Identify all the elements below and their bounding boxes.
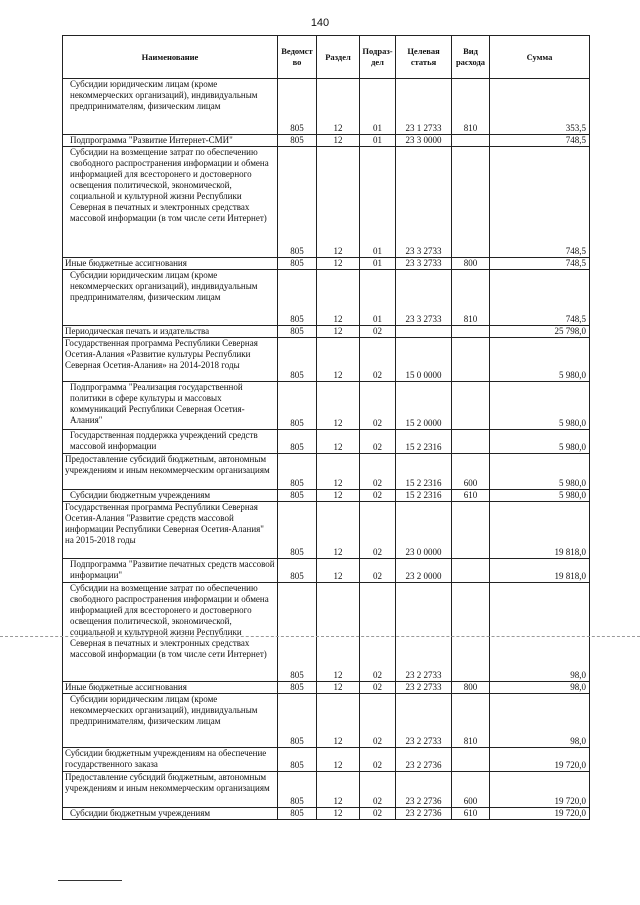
- row-amount: 98,0: [490, 694, 590, 748]
- header-name: Наименование: [63, 36, 278, 79]
- row-department: 805: [278, 258, 317, 270]
- row-department: 805: [278, 772, 317, 808]
- row-target-article: 23 3 2733: [396, 258, 452, 270]
- row-amount: 353,5: [490, 79, 590, 135]
- row-expense-type: 600: [452, 772, 490, 808]
- row-expense-type: 600: [452, 454, 490, 490]
- row-subsection: 01: [360, 258, 396, 270]
- row-name: Субсидии на возмещение затрат по обеспечению свободного распространения информации и обмена информацией для всесторонего и достоверного освещения политической, экономической, социальной и культурной жизни Республики Северная в печатных и электронных средствах массовой информации (в том числе сети Интернет): [63, 147, 278, 258]
- row-expense-type: [452, 147, 490, 258]
- row-department: 805: [278, 808, 317, 820]
- row-name: Субсидии юридическим лицам (кроме некоммерческих организаций), индивидуальным предпринимателям, физическим лицам: [63, 270, 278, 326]
- row-department: 805: [278, 748, 317, 772]
- scan-artifact-line: [0, 636, 640, 637]
- row-expense-type: [452, 135, 490, 147]
- table-row: [63, 772, 590, 808]
- row-department: 805: [278, 583, 317, 682]
- row-name: Субсидии бюджетным учреждениям на обеспечение государственного заказа: [63, 748, 278, 772]
- row-amount: 98,0: [490, 583, 590, 682]
- table-row: [63, 430, 590, 454]
- row-subsection: 02: [360, 748, 396, 772]
- row-expense-type: 800: [452, 682, 490, 694]
- row-section: 12: [317, 338, 360, 382]
- header-section: Раздел: [317, 36, 360, 79]
- table-row: [63, 326, 590, 338]
- table-row: [63, 748, 590, 772]
- row-subsection: 02: [360, 559, 396, 583]
- row-section: 12: [317, 382, 360, 430]
- row-department: 805: [278, 270, 317, 326]
- row-target-article: 23 2 2733: [396, 694, 452, 748]
- row-amount: 19 720,0: [490, 748, 590, 772]
- row-name: Подпрограмма "Развитие Интернет-СМИ": [63, 135, 278, 147]
- row-section: 12: [317, 135, 360, 147]
- row-section: 12: [317, 79, 360, 135]
- row-amount: 748,5: [490, 270, 590, 326]
- footnote-rule: [58, 880, 122, 881]
- table-row: [63, 258, 590, 270]
- table-header: [63, 36, 590, 79]
- row-subsection: 02: [360, 490, 396, 502]
- row-department: 805: [278, 135, 317, 147]
- row-subsection: 02: [360, 808, 396, 820]
- row-name: Субсидии на возмещение затрат по обеспечению свободного распространения информации и обмена информацией для всесторонего и достоверного освещения политической, экономической, социальной и культурной жизни Республики Северная в печатных и электронных средствах массовой информации (в том числе сети Интернет): [63, 583, 278, 682]
- table-row: [63, 270, 590, 326]
- row-target-article: 23 2 2733: [396, 583, 452, 682]
- row-subsection: 01: [360, 135, 396, 147]
- row-section: 12: [317, 147, 360, 258]
- row-department: 805: [278, 338, 317, 382]
- table-row: [63, 808, 590, 820]
- row-name: Иные бюджетные ассигнования: [63, 258, 278, 270]
- row-expense-type: [452, 748, 490, 772]
- table-row: [63, 135, 590, 147]
- row-expense-type: 810: [452, 270, 490, 326]
- row-section: 12: [317, 430, 360, 454]
- row-section: 12: [317, 748, 360, 772]
- row-subsection: 01: [360, 79, 396, 135]
- row-target-article: 23 3 0000: [396, 135, 452, 147]
- row-subsection: 02: [360, 502, 396, 559]
- row-name: Предоставление субсидий бюджетным, автономным учреждениям и иным некоммерческим организациям: [63, 772, 278, 808]
- row-name: Подпрограмма "Реализация государственной политики в сфере культуры и массовых коммуникаций Республики Северная Осетия-Алания": [63, 382, 278, 430]
- row-target-article: 15 2 2316: [396, 454, 452, 490]
- table-row: [63, 502, 590, 559]
- page-number: 140: [310, 17, 330, 29]
- row-department: 805: [278, 682, 317, 694]
- row-department: 805: [278, 430, 317, 454]
- row-amount: 19 720,0: [490, 808, 590, 820]
- table-row: [63, 682, 590, 694]
- row-section: 12: [317, 258, 360, 270]
- row-target-article: 15 2 2316: [396, 490, 452, 502]
- row-target-article: 23 3 2733: [396, 147, 452, 258]
- row-name: Субсидии бюджетным учреждениям: [63, 808, 278, 820]
- row-expense-type: 800: [452, 258, 490, 270]
- table-row: [63, 338, 590, 382]
- row-subsection: 02: [360, 430, 396, 454]
- row-target-article: 23 3 2733: [396, 270, 452, 326]
- row-department: 805: [278, 694, 317, 748]
- row-target-article: 15 2 0000: [396, 382, 452, 430]
- row-department: 805: [278, 382, 317, 430]
- row-name: Государственная программа Республики Северная Осетия-Алания «Развитие культуры Республики Северная Осетия-Алания» на 2014-2018 годы: [63, 338, 278, 382]
- row-target-article: 23 1 2733: [396, 79, 452, 135]
- row-target-article: 23 2 2736: [396, 748, 452, 772]
- row-name: Иные бюджетные ассигнования: [63, 682, 278, 694]
- row-expense-type: 610: [452, 490, 490, 502]
- table-row: [63, 79, 590, 135]
- row-expense-type: [452, 583, 490, 682]
- row-name: Периодическая печать и издательства: [63, 326, 278, 338]
- row-amount: 19 818,0: [490, 502, 590, 559]
- row-expense-type: [452, 430, 490, 454]
- row-section: 12: [317, 490, 360, 502]
- row-target-article: [396, 326, 452, 338]
- header-expense-type: Вид расхода: [452, 36, 490, 79]
- row-target-article: 23 2 0000: [396, 559, 452, 583]
- row-name: Предоставление субсидий бюджетным, автономным учреждениям и иным некоммерческим организациям: [63, 454, 278, 490]
- row-target-article: 15 0 0000: [396, 338, 452, 382]
- row-amount: 748,5: [490, 147, 590, 258]
- row-name: Субсидии юридическим лицам (кроме некоммерческих организаций), индивидуальным предпринимателям, физическим лицам: [63, 694, 278, 748]
- table-row: [63, 583, 590, 682]
- row-target-article: 23 2 2733: [396, 682, 452, 694]
- row-department: 805: [278, 559, 317, 583]
- row-amount: 5 980,0: [490, 382, 590, 430]
- row-department: 805: [278, 502, 317, 559]
- row-section: 12: [317, 772, 360, 808]
- row-target-article: 23 2 2736: [396, 808, 452, 820]
- row-amount: 5 980,0: [490, 430, 590, 454]
- row-expense-type: [452, 502, 490, 559]
- row-department: 805: [278, 79, 317, 135]
- row-subsection: 02: [360, 326, 396, 338]
- header-department: Ведомст во: [278, 36, 317, 79]
- row-amount: 5 980,0: [490, 454, 590, 490]
- row-expense-type: [452, 326, 490, 338]
- table-row: [63, 490, 590, 502]
- row-amount: 748,5: [490, 258, 590, 270]
- row-target-article: 23 2 2736: [396, 772, 452, 808]
- row-subsection: 02: [360, 382, 396, 430]
- row-expense-type: [452, 559, 490, 583]
- row-expense-type: 810: [452, 79, 490, 135]
- row-expense-type: [452, 338, 490, 382]
- row-amount: 25 798,0: [490, 326, 590, 338]
- row-subsection: 02: [360, 583, 396, 682]
- row-expense-type: 810: [452, 694, 490, 748]
- row-expense-type: 610: [452, 808, 490, 820]
- row-target-article: 15 2 2316: [396, 430, 452, 454]
- row-name: Государственная программа Республики Северная Осетия-Алания "Развитие средств массовой информации Республики Северная Осетия-Алания" на 2015-2018 годы: [63, 502, 278, 559]
- row-department: 805: [278, 147, 317, 258]
- row-subsection: 02: [360, 454, 396, 490]
- header-amount: Сумма: [490, 36, 590, 79]
- row-section: 12: [317, 502, 360, 559]
- table-row: [63, 382, 590, 430]
- row-target-article: 23 0 0000: [396, 502, 452, 559]
- row-amount: 5 980,0: [490, 490, 590, 502]
- budget-table: [62, 35, 590, 820]
- row-amount: 19 720,0: [490, 772, 590, 808]
- row-section: 12: [317, 559, 360, 583]
- row-name: Подпрограмма "Развитие печатных средств массовой информации": [63, 559, 278, 583]
- row-section: 12: [317, 694, 360, 748]
- row-department: 805: [278, 326, 317, 338]
- row-name: Субсидии юридическим лицам (кроме некоммерческих организаций), индивидуальным предпринимателям, физическим лицам: [63, 79, 278, 135]
- table-row: [63, 454, 590, 490]
- row-amount: 748,5: [490, 135, 590, 147]
- row-department: 805: [278, 490, 317, 502]
- row-section: 12: [317, 270, 360, 326]
- row-department: 805: [278, 454, 317, 490]
- row-subsection: 01: [360, 270, 396, 326]
- row-amount: 5 980,0: [490, 338, 590, 382]
- table-row: [63, 694, 590, 748]
- row-name: Государственная поддержка учреждений средств массовой информации: [63, 430, 278, 454]
- row-amount: 98,0: [490, 682, 590, 694]
- table-row: [63, 147, 590, 258]
- row-subsection: 02: [360, 694, 396, 748]
- table-body: [63, 79, 590, 820]
- row-expense-type: [452, 382, 490, 430]
- row-section: 12: [317, 454, 360, 490]
- row-amount: 19 818,0: [490, 559, 590, 583]
- row-subsection: 01: [360, 147, 396, 258]
- table-row: [63, 559, 590, 583]
- row-subsection: 02: [360, 772, 396, 808]
- row-subsection: 02: [360, 682, 396, 694]
- row-section: 12: [317, 808, 360, 820]
- row-subsection: 02: [360, 338, 396, 382]
- row-section: 12: [317, 682, 360, 694]
- row-section: 12: [317, 583, 360, 682]
- row-name: Субсидии бюджетным учреждениям: [63, 490, 278, 502]
- row-section: 12: [317, 326, 360, 338]
- header-subsection: Подраз- дел: [360, 36, 396, 79]
- header-target-article: Целевая статья: [396, 36, 452, 79]
